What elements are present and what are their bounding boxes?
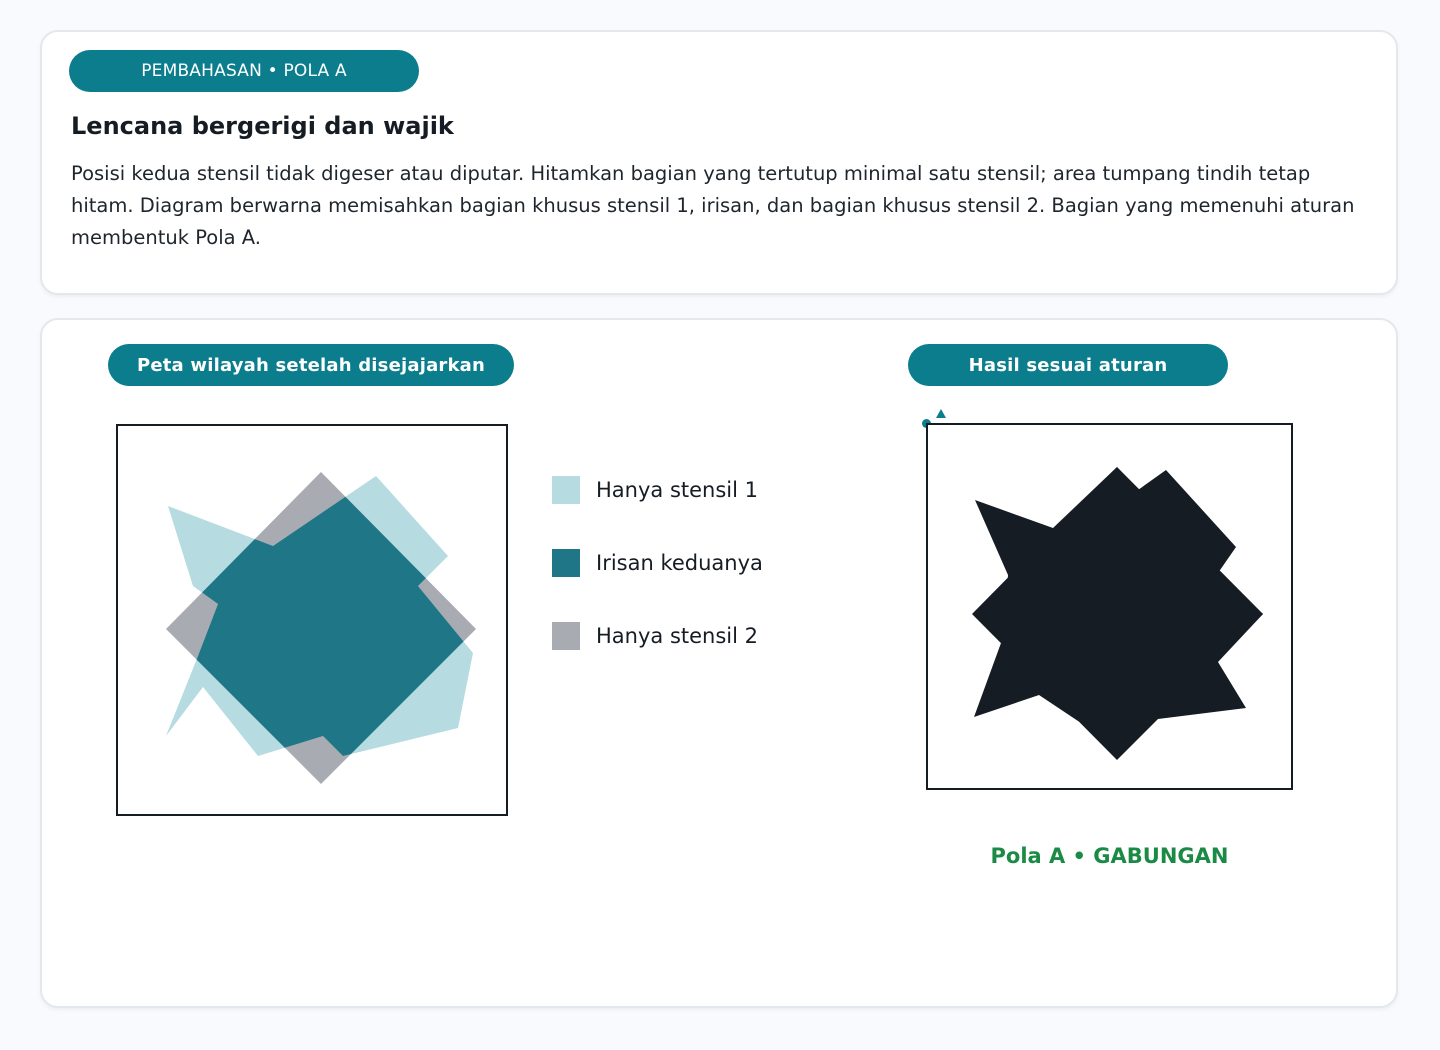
legend-item-stencil-2 [552,621,832,651]
legend-swatch [552,476,580,504]
legend-swatch [552,549,580,577]
result-diagram [928,425,1291,788]
region-map-frame [116,424,508,816]
result-label-pill: Hasil sesuai aturan [908,344,1228,386]
section-badge: PEMBAHASAN • POLA A [69,50,419,92]
result-pattern-label: Pola A • GABUNGAN [990,844,1229,868]
result-frame [926,423,1293,790]
union-stencil-1 [974,467,1263,743]
description-text: Posisi kedua stensil tidak digeser atau diputar. Hitamkan bagian yang tertutup minimal satu stensil; area tumpang tindih tetap hitam. Diagram berwarna memisahkan bagian khusus stensil 1, irisan, dan bagian khusus stensil 2. Bagian yang memenuhi aturan membentuk Pola A. [71,162,1355,249]
legend-swatch [552,622,580,650]
region-map-diagram [118,426,506,814]
diagram-card [40,318,1398,1008]
anchor-triangle-icon [936,409,946,418]
legend-label: Hanya stensil 2 [596,624,758,648]
legend-label: Hanya stensil 1 [596,478,758,502]
page-title: Lencana bergerigi dan wajik [71,112,454,140]
legend-item-intersection [552,548,832,578]
legend-label: Irisan keduanya [596,551,763,575]
explanation-card [40,30,1398,295]
region-map-label: Peta wilayah setelah disejajarkan [108,344,514,386]
legend-item-stencil-1 [552,475,832,505]
